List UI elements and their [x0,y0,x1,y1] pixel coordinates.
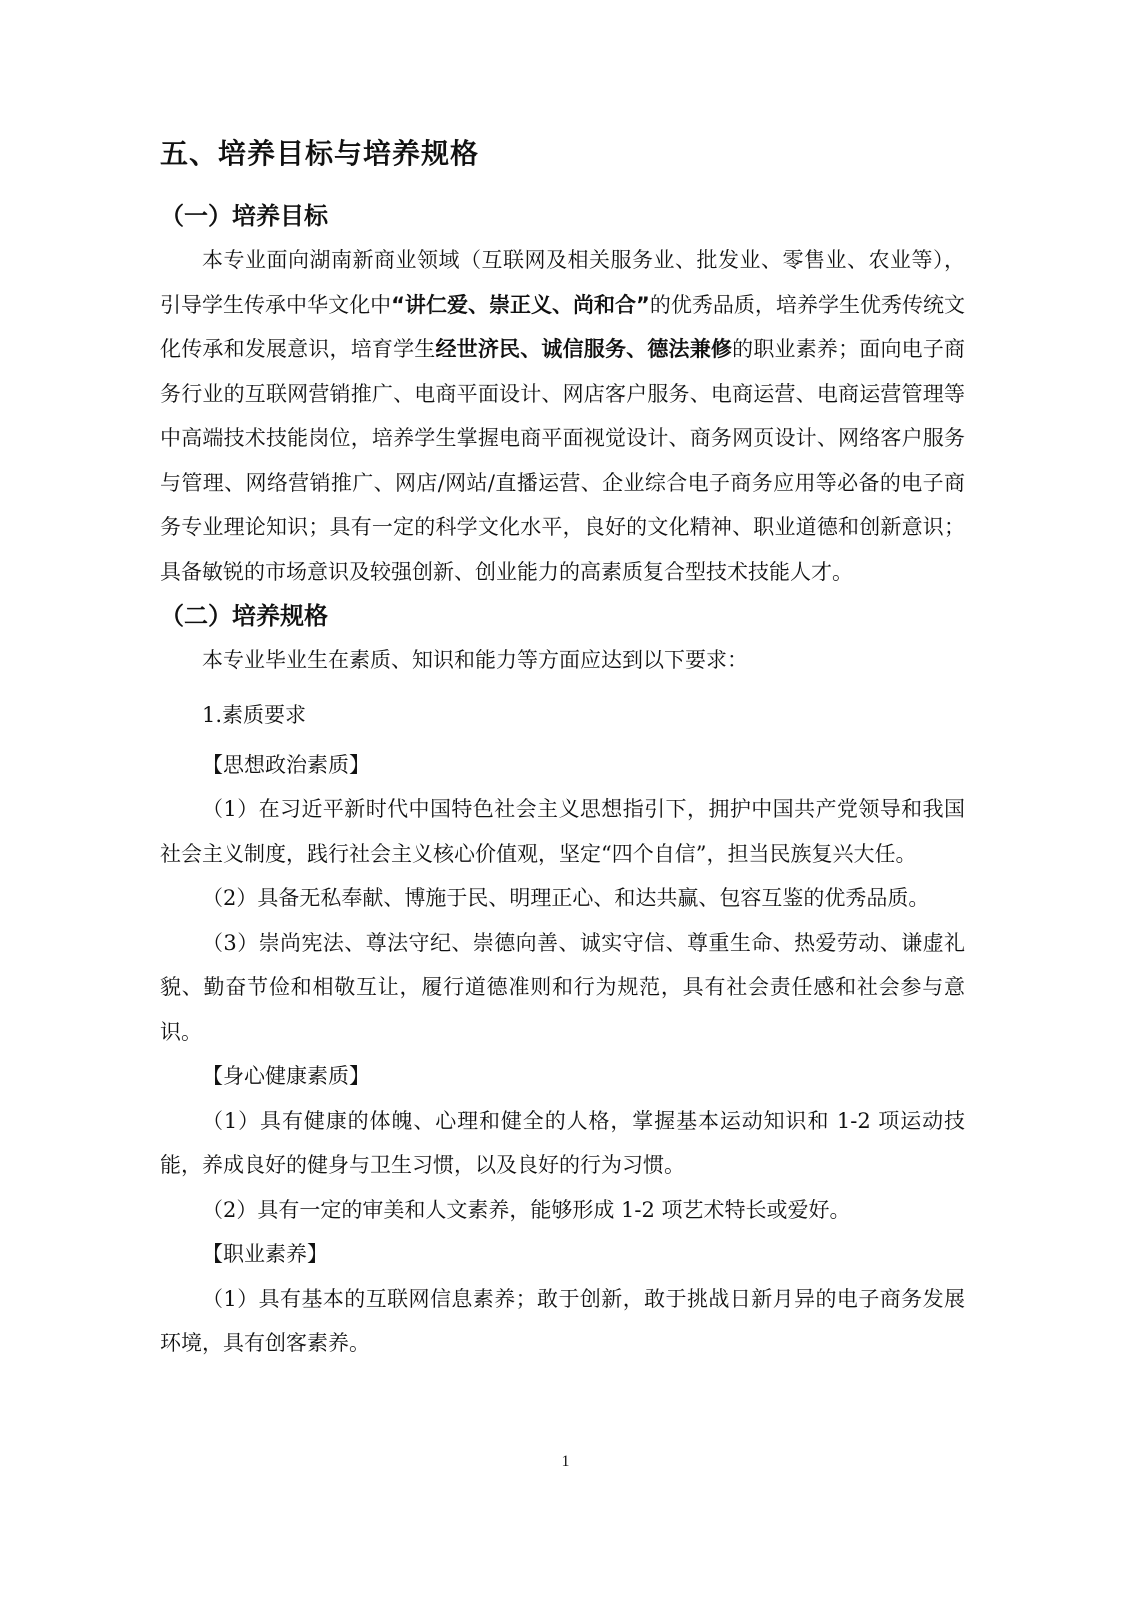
section-heading-specs: （二）培养规格 [160,602,328,630]
group-heading-political: 【思想政治素质】 [202,752,370,777]
page-content [160,128,965,1366]
goals-text-c: 的职业素养；面向电子商务行业的互联网营销推广、电商平面设计、网店客户服务、电商运营、电商运营管理等中高端技术技能岗位，培养学生掌握电商平面视觉设计、商务网页设计、网络客户服务与管理、网络营销推广、网店/网站/直播运营、企业综合电子商务应用等必备的电子商务专业理论知识；具有一定的科学文化水平，良好的文化精神、职业道德和创新意识；具备敏锐的市场意识及较强创新、创业能力的高素质复合型技术技能人才。 [160,337,966,584]
section-heading-goals: （一）培养目标 [160,202,328,230]
goals-paragraph [160,238,965,594]
political-item-1: （1）在习近平新时代中国特色社会主义思想指引下，拥护中国共产党领导和我国社会主义制度，践行社会主义核心价值观，坚定“四个自信”，担当民族复兴大任。 [160,797,965,866]
goals-text-a: 本专业面向湖南新商业领域（互联网及相关服务业、批发业、零售业、农业等），引导学生传承中华文化中 [160,248,965,317]
political-item-2: （2）具备无私奉献、博施于民、明理正心、和达共赢、包容互鉴的优秀品质。 [202,886,930,910]
political-item-3: （3）崇尚宪法、尊法守纪、崇德向善、诚实守信、尊重生命、热爱劳动、谦虚礼貌、勤奋节俭和相敬互让，履行道德准则和行为规范，具有社会责任感和社会参与意识。 [160,930,965,1044]
quality-requirements-heading: 1.素质要求 [202,702,307,727]
goals-text-b: 的优秀品质，培养学生优秀传统文化传承和发展意识，培育学生 [160,292,966,361]
group-heading-professional: 【职业素养】 [202,1242,328,1266]
goals-bold-values: “讲仁爱、崇正义、尚和合” [391,292,650,317]
group-heading-health: 【身心健康素质】 [202,1064,370,1088]
professional-item-1: （1）具有基本的互联网信息素养；敢于创新，敢于挑战日新月异的电子商务发展环境，具有创客素养。 [160,1286,965,1355]
specs-intro: 本专业毕业生在素质、知识和能力等方面应达到以下要求： [202,648,748,672]
goals-bold-literacy: 经世济民、诚信服务、德法兼修 [435,337,733,361]
chapter-heading: 五、培养目标与培养规格 [160,137,480,170]
page-number: 1 [561,1453,570,1470]
health-item-1: （1）具有健康的体魄、心理和健全的人格，掌握基本运动知识和 1-2 项运动技能，养成良好的健身与卫生习惯，以及良好的行为习惯。 [160,1108,965,1177]
health-item-2: （2）具有一定的审美和人文素养，能够形成 1-2 项艺术特长或爱好。 [202,1197,851,1222]
